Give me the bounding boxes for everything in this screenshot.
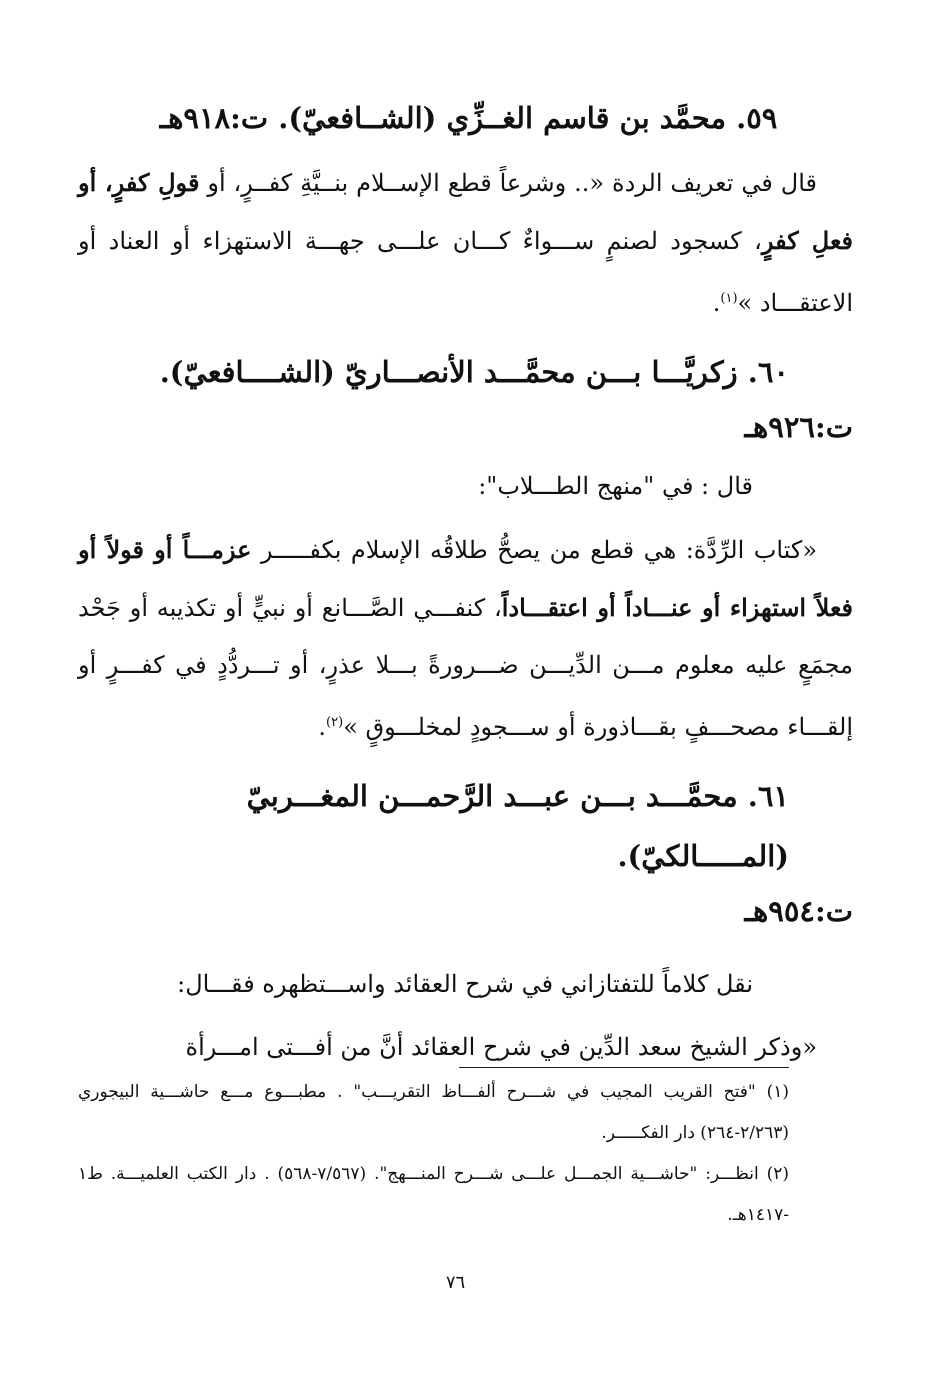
- entry-61-line-1: نقل كلاماً للتفتازاني في شرح العقائد واســـتظهره فقـــال:: [177, 970, 753, 998]
- entry-59-period: .: [712, 289, 721, 317]
- entry-60-period: .: [318, 713, 327, 741]
- page-number: ٧٦: [445, 1272, 466, 1293]
- footnote-ref-1[interactable]: (١): [720, 291, 738, 306]
- entry-60-intro: قال : في "منهج الطـــلاب":: [478, 472, 753, 500]
- footnote-1: (١) "فتح القريب المجيب في شـــرح ألفـــاظ التقريـــب" . مطبـــوع مـــع حاشـــية البيجوري (٢/٢٦٣-٢٦٤) دار الفكـــــر.: [78, 1082, 789, 1143]
- entry-60-text-start: «كتاب الرِّدَّة: هي قطع من يصحُّ طلاقُه الإسلام بكفـــــر: [251, 536, 818, 564]
- entry-60-bold-text: عزمـــاً أو قولاً أو فعلاً استهزاء أو عنـــاداً أو اعتقـــاداً: [78, 535, 854, 622]
- entry-60-paragraph: [78, 521, 853, 756]
- entry-59-heading: ٥٩. محمَّد بن قاسم الغــزِّي (الشــافعيّ). ت:٩١٨هـ: [159, 101, 778, 135]
- entry-59-paragraph: [78, 154, 853, 332]
- entry-59-text-end: ، كسجود لصنمٍ ســـواءٌ كـــان علـــى جهـــة الاستهزاء أو العناد أو الاعتقـــاد »: [78, 227, 853, 317]
- footnote-ref-2[interactable]: (٢): [326, 715, 344, 730]
- main-text: [78, 88, 854, 1076]
- entry-60-date: ت:٩٢٦هـ: [744, 410, 853, 444]
- entry-59-bold-text: قولِ كفرٍ، أو فعلِ كفرٍ: [78, 168, 854, 255]
- entry-59-text-start: قال في تعريف الردة «.. وشرعاً قطع الإســلام بنــيَّةِ كفــرٍ، أو: [199, 169, 817, 197]
- footnote-2: (٢) انظـــر: "حاشـــية الجمـــل علـــى شـــرح المنـــهج". (٧/٥٦٧-٥٦٨) . دار الكتب العلميـــة. ط١ -١٤١٧هـ.: [78, 1164, 789, 1225]
- footnote-divider: [459, 1067, 789, 1068]
- entry-60-heading: ٦٠. زكريَّـــا بـــن محمَّـــد الأنصـــاريّ (الشــــافعيّ).: [159, 355, 789, 389]
- entry-60-text-end: ، كنفـــي الصَّـــانع أو نبيٍّ أو تكذيبه أو جَحْد مجمَعٍ عليه معلوم مـــن الدِّيـــن ضـــرورةً بـــلا عذرٍ، أو تـــردُّدٍ في كفـــرٍ أو إلقـــاء مصحـــفٍ بقـــاذورة أو ســـجودٍ لمخلـــوقٍ »: [78, 594, 853, 741]
- entry-61-heading: ٦١. محمَّـــد بـــن عبـــد الرَّحمـــن المغـــربيّ (المـــــالكيّ).: [246, 779, 789, 873]
- entry-61-line-2: «وذكر الشيخ سعد الدِّين في شرح العقائد أنَّ من أفـــتى امـــرأة: [185, 1033, 817, 1061]
- entry-61-date: ت:٩٥٤هـ: [744, 894, 853, 928]
- footnotes-section: [78, 1072, 789, 1236]
